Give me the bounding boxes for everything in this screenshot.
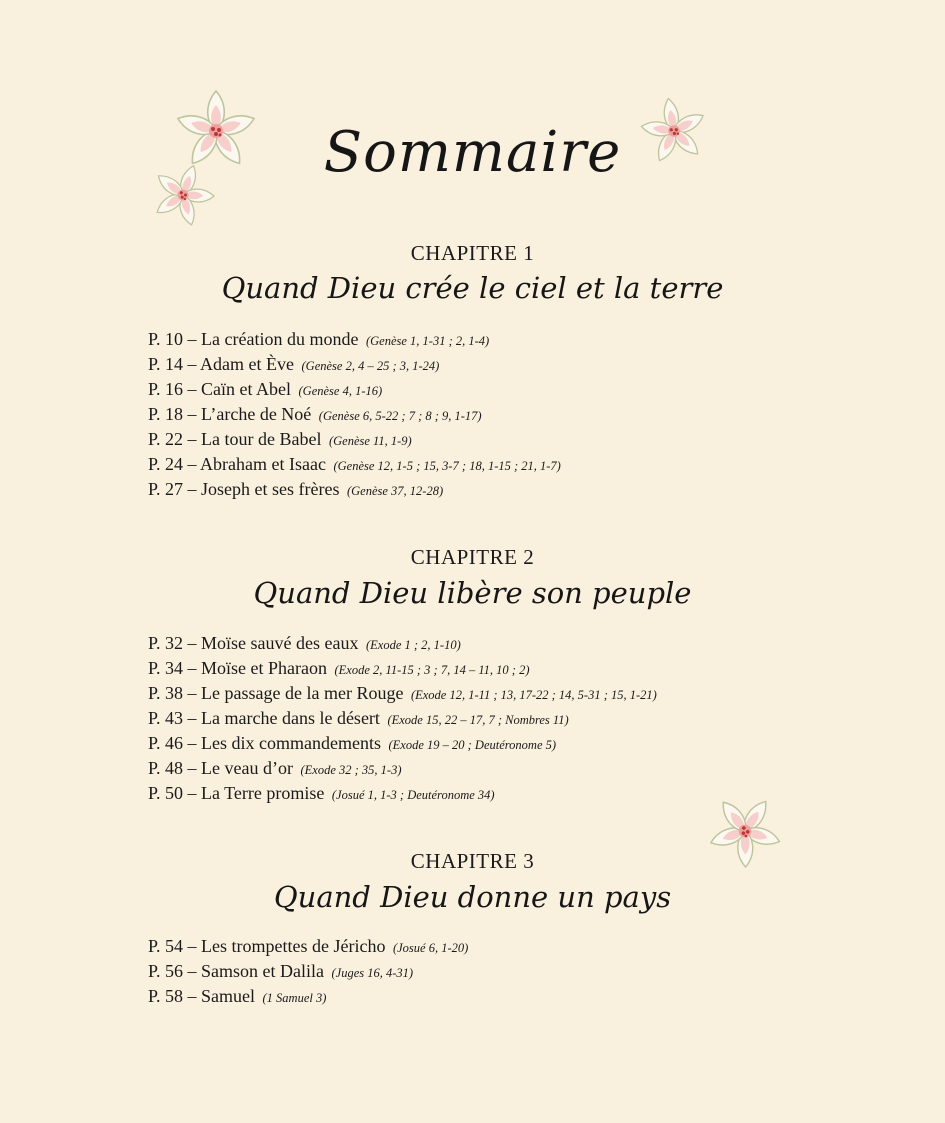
entry-title: Adam et Ève (200, 354, 294, 374)
chapter-2-label: CHAPITRE 2 (410, 545, 535, 569)
toc-entry[interactable]: P. 14 – Adam et Ève (Genèse 2, 4 – 25 ; 3, 1-24) (148, 354, 440, 374)
toc-entry[interactable]: P. 58 – Samuel (1 Samuel 3) (148, 986, 327, 1006)
entry-reference: (Josué 6, 1-20) (392, 941, 469, 955)
toc-entry[interactable]: P. 50 – La Terre promise (Josué 1, 1-3 ; Deutéronome 34) (148, 783, 495, 803)
entry-title: La marche dans le désert (201, 708, 380, 728)
toc-entry[interactable]: P. 10 – La création du monde (Genèse 1, 1-31 ; 2, 1-4) (148, 329, 490, 349)
chapter-1-entries (148, 327, 561, 502)
entry-page: P. 54 (148, 936, 184, 956)
toc-entry[interactable]: P. 48 – Le veau d’or (Exode 32 ; 35, 1-3) (148, 758, 402, 778)
entry-page: P. 18 (148, 404, 184, 424)
entry-page: P. 46 (148, 733, 184, 753)
entry-title: Les dix commandements (201, 733, 381, 753)
entry-title: Moïse et Pharaon (201, 658, 327, 678)
entry-title: Le passage de la mer Rouge (201, 683, 404, 703)
entry-title: Samson et Dalila (201, 961, 324, 981)
entry-page: P. 14 (148, 354, 184, 374)
entry-reference: (1 Samuel 3) (262, 991, 327, 1005)
entry-page: P. 16 (148, 379, 184, 399)
chapter-2-entries (148, 631, 657, 806)
entry-page: P. 10 (148, 329, 184, 349)
entry-title: La tour de Babel (201, 429, 322, 449)
entry-title: La création du monde (201, 329, 359, 349)
entry-page: P. 38 (148, 683, 184, 703)
toc-entry[interactable]: P. 46 – Les dix commandements (Exode 19 – 20 ; Deutéronome 5) (148, 733, 557, 753)
entry-page: P. 27 (148, 479, 184, 499)
entry-reference: (Exode 32 ; 35, 1-3) (300, 763, 402, 777)
toc-entry[interactable]: P. 22 – La tour de Babel (Genèse 11, 1-9) (148, 429, 412, 449)
entry-reference: (Genèse 12, 1-5 ; 15, 3-7 ; 18, 1-15 ; 21, 1-7) (333, 459, 561, 473)
entry-page: P. 43 (148, 708, 184, 728)
entry-page: P. 24 (148, 454, 184, 474)
entry-page: P. 34 (148, 658, 184, 678)
chapter-3-title: Quand Dieu donne un pays (273, 880, 672, 914)
toc-entry[interactable]: P. 18 – L’arche de Noé (Genèse 6, 5-22 ; 7 ; 8 ; 9, 1-17) (148, 404, 482, 424)
entry-reference: (Genèse 37, 12-28) (346, 484, 444, 498)
entry-title: Samuel (201, 986, 256, 1006)
entry-page: P. 22 (148, 429, 184, 449)
entry-reference: (Genèse 1, 1-31 ; 2, 1-4) (365, 334, 490, 348)
toc-entry[interactable]: P. 32 – Moïse sauvé des eaux (Exode 1 ; 2, 1-10) (148, 633, 461, 653)
toc-entry[interactable]: P. 24 – Abraham et Isaac (Genèse 12, 1-5 ; 15, 3-7 ; 18, 1-15 ; 21, 1-7) (148, 454, 561, 474)
entry-page: P. 56 (148, 961, 184, 981)
toc-entry[interactable]: P. 43 – La marche dans le désert (Exode 15, 22 – 17, 7 ; Nombres 11) (148, 708, 569, 728)
chapter-3-entries (148, 934, 468, 1009)
toc-entry[interactable]: P. 38 – Le passage de la mer Rouge (Exode 12, 1-11 ; 13, 17-22 ; 14, 5-31 ; 15, 1-21) (148, 683, 657, 703)
toc-entry[interactable]: P. 54 – Les trompettes de Jéricho (Josué 6, 1-20) (148, 936, 469, 956)
entry-reference: (Genèse 2, 4 – 25 ; 3, 1-24) (301, 359, 440, 373)
entry-reference: (Genèse 4, 1-16) (298, 384, 383, 398)
entry-reference: (Exode 19 – 20 ; Deutéronome 5) (388, 738, 557, 752)
toc-entry[interactable]: P. 56 – Samson et Dalila (Juges 16, 4-31) (148, 961, 414, 981)
entry-page: P. 32 (148, 633, 184, 653)
entry-page: P. 50 (148, 783, 184, 803)
entry-reference: (Exode 1 ; 2, 1-10) (365, 638, 461, 652)
entry-title: Abraham et Isaac (200, 454, 326, 474)
chapter-2-title: Quand Dieu libère son peuple (253, 576, 692, 610)
toc-entry[interactable]: P. 27 – Joseph et ses frères (Genèse 37, 12-28) (148, 479, 444, 499)
entry-title: Moïse sauvé des eaux (201, 633, 359, 653)
entry-reference: (Genèse 11, 1-9) (328, 434, 412, 448)
entry-title: L’arche de Noé (201, 404, 312, 424)
entry-reference: (Exode 2, 11-15 ; 3 ; 7, 14 – 11, 10 ; 2) (334, 663, 530, 677)
entry-reference: (Exode 15, 22 – 17, 7 ; Nombres 11) (387, 713, 569, 727)
entry-reference: (Exode 12, 1-11 ; 13, 17-22 ; 14, 5-31 ; 15, 1-21) (410, 688, 657, 702)
entry-reference: (Genèse 6, 5-22 ; 7 ; 8 ; 9, 1-17) (318, 409, 482, 423)
entry-title: Joseph et ses frères (201, 479, 340, 499)
chapter-1-label: CHAPITRE 1 (410, 241, 535, 265)
entry-title: Le veau d’or (201, 758, 293, 778)
entry-page: P. 58 (148, 986, 184, 1006)
toc-entry[interactable]: P. 34 – Moïse et Pharaon (Exode 2, 11-15 ; 3 ; 7, 14 – 11, 10 ; 2) (148, 658, 530, 678)
entry-reference: (Josué 1, 1-3 ; Deutéronome 34) (331, 788, 495, 802)
entry-title: Les trompettes de Jéricho (201, 936, 386, 956)
page-title: Sommaire (323, 120, 622, 185)
chapter-1-title: Quand Dieu crée le ciel et la terre (221, 271, 724, 305)
chapter-3-label: CHAPITRE 3 (410, 849, 535, 873)
entry-reference: (Juges 16, 4-31) (331, 966, 414, 980)
entry-title: Caïn et Abel (201, 379, 291, 399)
entry-page: P. 48 (148, 758, 184, 778)
entry-title: La Terre promise (201, 783, 325, 803)
toc-entry[interactable]: P. 16 – Caïn et Abel (Genèse 4, 1-16) (148, 379, 383, 399)
